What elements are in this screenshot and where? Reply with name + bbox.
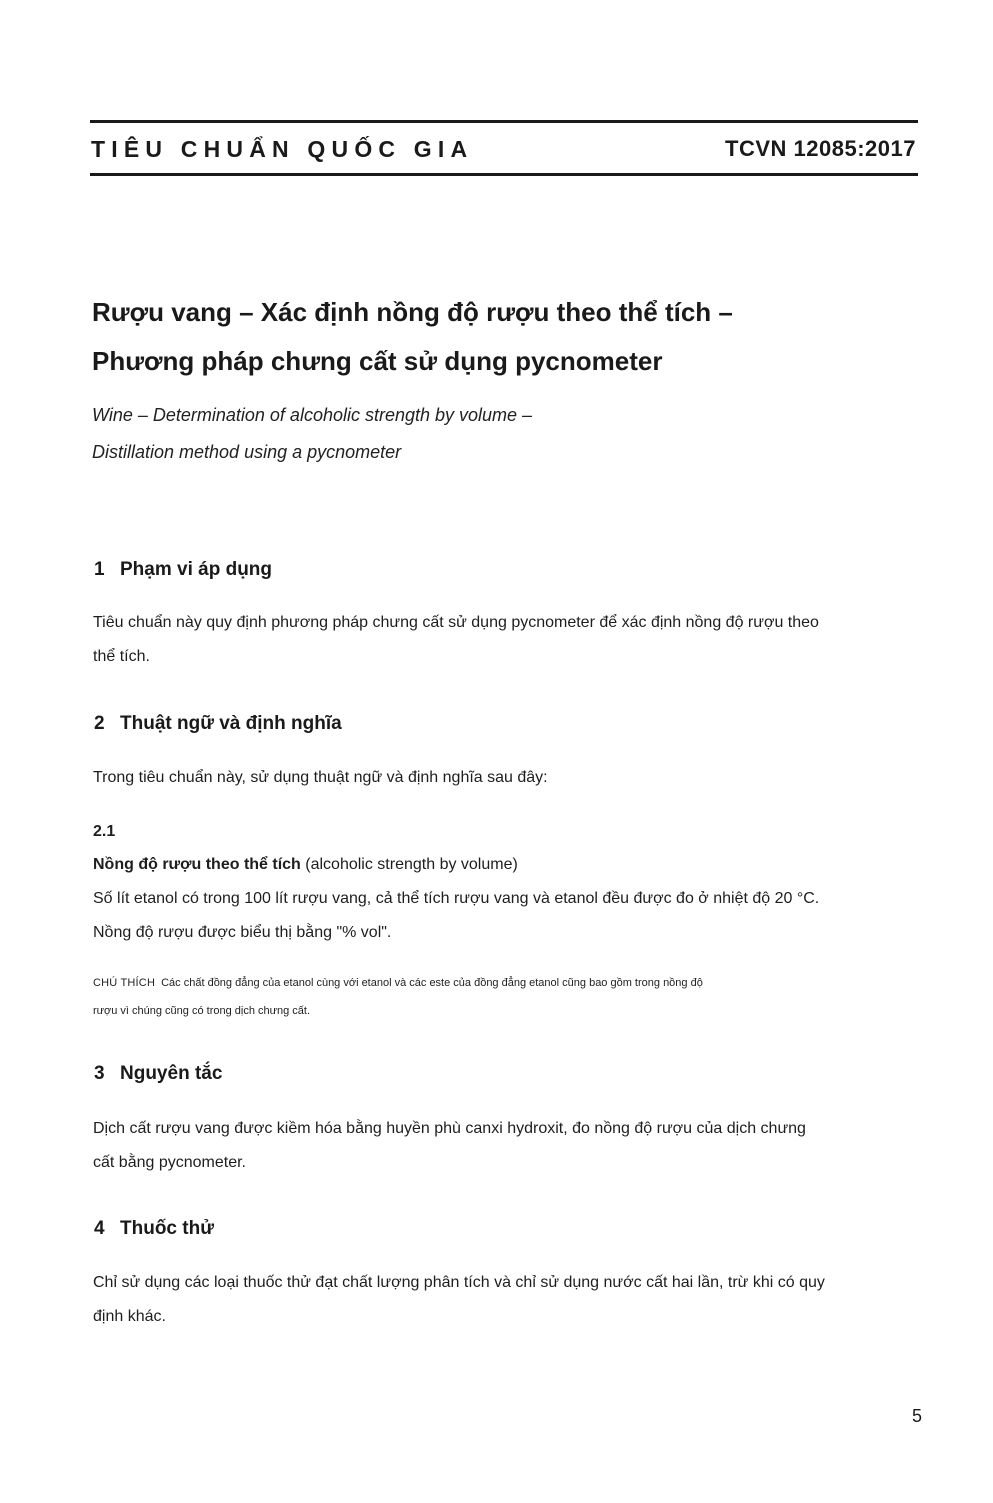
section-1-title: Phạm vi áp dụng [120, 559, 273, 580]
section-1-text-line-2: thể tích. [93, 648, 150, 665]
section-1-heading [94, 559, 272, 581]
section-4-text-line-2: định khác. [93, 1308, 166, 1325]
header-top-rule [90, 120, 918, 123]
standard-category-label: TIÊU CHUẨN QUỐC GIA [91, 136, 474, 162]
section-2-number: 2 [94, 713, 105, 734]
section-3-text-line-2: cất bằng pycnometer. [93, 1154, 246, 1171]
note-label: CHÚ THÍCH [93, 977, 156, 989]
section-3-text-line-1: Dịch cất rượu vang được kiềm hóa bằng huyền phù canxi hydroxit, đo nồng độ rượu của dịch chưng [93, 1120, 806, 1137]
term-definition-line-2: Nồng độ rượu được biểu thị bằng "% vol". [93, 924, 392, 941]
term-number: 2.1 [93, 823, 116, 840]
standard-number: TCVN 12085:2017 [725, 136, 916, 161]
english-title-line-1: Wine – Determination of alcoholic strength by volume – [92, 405, 533, 425]
english-title-line-2: Distillation method using a pycnometer [92, 442, 402, 462]
term-entry [93, 856, 518, 874]
section-1-number: 1 [94, 559, 105, 580]
document-title-line-2: Phương pháp chưng cất sử dụng pycnometer [92, 346, 663, 376]
section-1-text-line-1: Tiêu chuẩn này quy định phương pháp chưng cất sử dụng pycnometer để xác định nồng độ rượu theo [93, 614, 819, 631]
section-3-number: 3 [94, 1063, 105, 1084]
note-text-1: Các chất đồng đẳng của etanol cùng với etanol và các este của đồng đẳng etanol cũng bao gồm trong nồng độ [161, 977, 703, 989]
header-bottom-rule [90, 173, 918, 176]
section-2-title: Thuật ngữ và định nghĩa [120, 713, 342, 734]
section-4-heading [94, 1218, 214, 1240]
term-english: (alcoholic strength by volume) [300, 856, 518, 873]
term-definition-line-1: Số lít etanol có trong 100 lít rượu vang, cả thể tích rượu vang và etanol đều được đo ở nhiệt độ 20 °C. [93, 890, 820, 907]
section-4-text-line-1: Chỉ sử dụng các loại thuốc thử đạt chất lượng phân tích và chỉ sử dụng nước cất hai lần, trừ khi có quy [93, 1274, 825, 1291]
section-2-intro: Trong tiêu chuẩn này, sử dụng thuật ngữ và định nghĩa sau đây: [93, 769, 548, 786]
term-name: Nồng độ rượu theo thể tích [93, 856, 301, 873]
note-line-1 [93, 977, 703, 989]
page-number: 5 [911, 1406, 922, 1426]
section-3-title: Nguyên tắc [120, 1063, 223, 1084]
section-2-heading [94, 713, 342, 735]
section-3-heading [94, 1063, 222, 1085]
document-title-line-1: Rượu vang – Xác định nồng độ rượu theo thể tích – [92, 297, 733, 327]
section-4-title: Thuốc thử [120, 1218, 214, 1239]
note-line-2: rượu vì chúng cũng có trong dịch chưng cất. [93, 1005, 311, 1017]
section-4-number: 4 [94, 1218, 105, 1239]
